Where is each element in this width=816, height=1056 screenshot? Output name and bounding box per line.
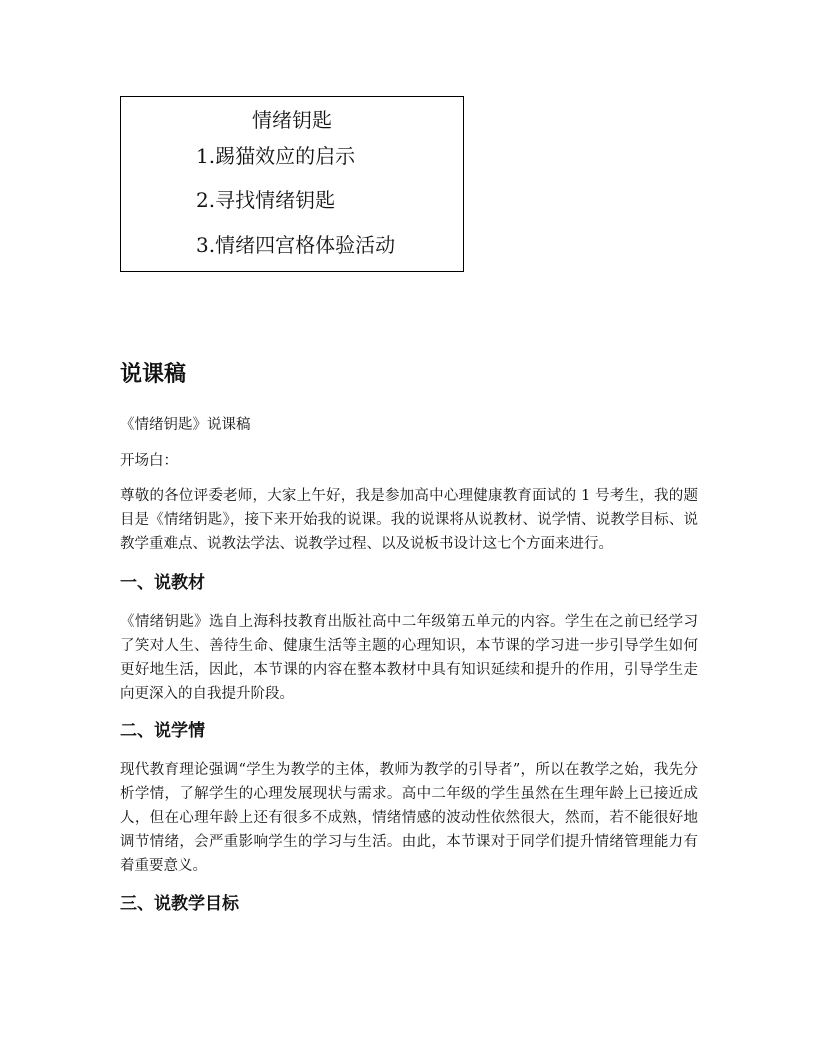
section-heading-textbook: 一、说教材 bbox=[120, 573, 205, 593]
board-item-3: 3.情绪四宫格体验活动 bbox=[196, 233, 396, 257]
section-paragraph-textbook: 《情绪钥匙》选自上海科技教育出版社高中二年级第五单元的内容。学生在之前已经学习了笑对人生、善待生命、健康生活等主题的心理知识，本节课的学习进一步引导学生如何更好地生活，因此，本节课的内容在整本教材中具有知识延续和提升的作用，引导学生走向更深入的自我提升阶段。 bbox=[120, 614, 698, 702]
document-body bbox=[120, 357, 698, 919]
opening-label: 开场白： bbox=[120, 453, 178, 469]
document-subtitle: 《情绪钥匙》说课稿 bbox=[120, 417, 251, 433]
section-paragraph-students: 现代教育理论强调“学生为教学的主体，教师为教学的引导者”，所以在教学之始，我先分析学情，了解学生的心理发展现状与需求。高中二年级的学生虽然在生理年龄上已接近成人，但在心理年龄上还有很多不成熟，情绪情感的波动性依然很大，然而，若不能很好地调节情绪，会严重影响学生的学习与生活。由此，本节课对于同学们提升情绪管理能力有着重要意义。 bbox=[120, 762, 698, 874]
section-heading-students: 二、说学情 bbox=[120, 721, 205, 741]
document-title: 说课稿 bbox=[120, 362, 187, 387]
blackboard-design-box bbox=[120, 96, 464, 272]
opening-paragraph: 尊敬的各位评委老师，大家上午好，我是参加高中心理健康教育面试的 1 号考生，我的题目是《情绪钥匙》，接下来开始我的说课。我的说课将从说教材、说学情、说教学目标、说教学重难点、说教法学法、说教学过程、以及说板书设计这七个方面来进行。 bbox=[120, 488, 698, 552]
board-item-1: 1.踢猫效应的启示 bbox=[196, 144, 356, 168]
board-title: 情绪钥匙 bbox=[252, 108, 332, 132]
board-item-2: 2.寻找情绪钥匙 bbox=[196, 188, 336, 212]
section-heading-objectives: 三、说教学目标 bbox=[120, 894, 239, 914]
